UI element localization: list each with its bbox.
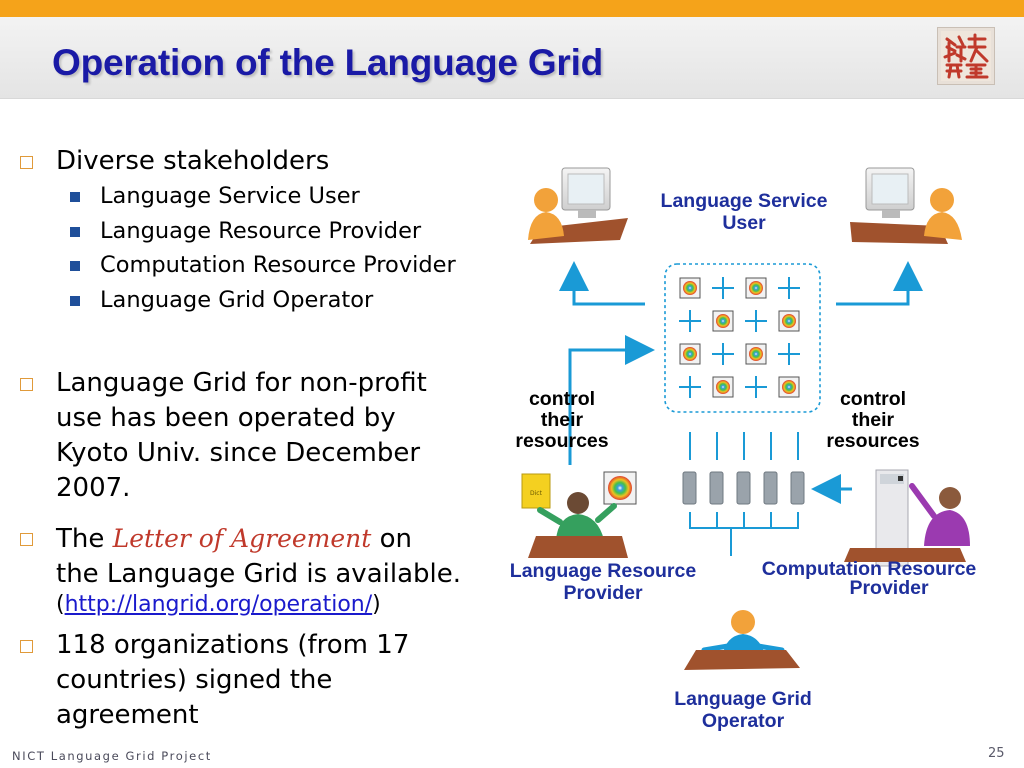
plus-icon [778,343,800,365]
resource-tile-icon [779,311,799,331]
resource-tile-icon [713,311,733,331]
flow-arrows [570,276,908,489]
label-language-resource-provider: Language Resource Provider [509,560,697,604]
operation-link[interactable]: http://langrid.org/operation/ [64,592,373,617]
footer-text: NICT Language Grid Project [12,749,212,763]
slide-title: Operation of the Language Grid [52,42,604,83]
resource-tile-icon [713,377,733,397]
resource-tile-icon [680,344,700,364]
resource-tile-icon [779,377,799,397]
plus-icon [712,277,734,299]
bullet-agreement: The Letter of Agreement on the Language Grid is available. (http://langrid.org/operation/) [56,521,461,619]
label-computation-resource-provider: Computation Resource Provider [761,558,977,599]
letter-of-agreement-text: Letter of Agreement [112,524,372,553]
label-language-service-user: Language Service User [660,190,828,234]
plus-icon [778,277,800,299]
sub-bullet: Language Resource Provider [100,214,421,248]
language-service-user-right-icon [850,168,962,244]
bullet-organizations: 118 organizations (from 17 countries) signed the agreement [56,628,409,733]
plus-icon [712,343,734,365]
service-grid-icon [665,264,820,412]
plus-icon [745,376,767,398]
computation-resource-provider-icon [844,470,970,566]
resource-tile-icon [680,278,700,298]
language-resource-provider-icon [522,472,636,558]
language-service-user-left-icon [528,168,628,244]
svg-text:Dict: Dict [530,490,542,497]
server-rack-icon [683,472,804,556]
sub-bullet: Language Grid Operator [100,283,373,317]
page-number: 25 [988,746,1005,761]
resource-tile-icon [746,344,766,364]
label-control-left: control their resources [515,388,609,452]
language-grid-operator-icon [684,610,800,670]
connection-lines [690,432,798,460]
plus-icon [679,310,701,332]
plus-icon [745,310,767,332]
bullet-stakeholders: Diverse stakeholders [56,144,329,179]
sub-bullet: Computation Resource Provider [100,248,456,282]
resource-tile-icon [746,278,766,298]
sub-bullet: Language Service User [100,179,360,213]
bullet-operation: Language Grid for non-profit use has been operated by Kyoto Univ. since December 2007. [56,366,427,506]
plus-icon [679,376,701,398]
label-language-grid-operator: Language Grid Operator [674,688,812,732]
label-control-right: control their resources [826,388,920,452]
